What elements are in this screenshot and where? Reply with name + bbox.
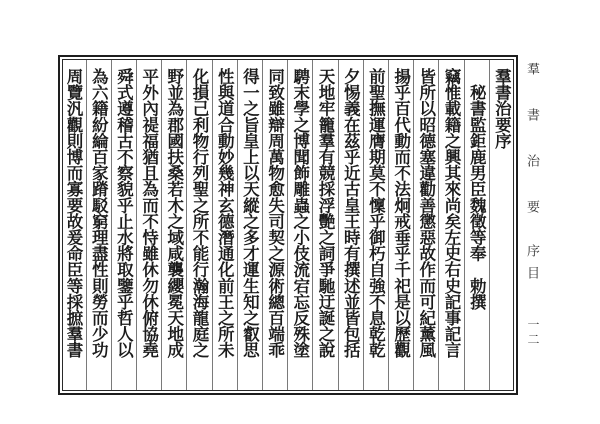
text-column: 平外內禔福猶且為而不恃雖休勿休俯協堯 [139,68,159,358]
text-column: 同致雖辯周萬物愈失司契之源術總百端乖 [265,68,285,358]
text-column: 為六籍紛綸百家蹐駁窮理盡性則勞而少功 [89,68,109,358]
text-column: 竊惟載籍之興其來尚矣左史右史記事記言 [442,68,461,358]
margin-title: 羣 書 治 要 序目 [524,62,539,288]
text-column: 周覽汎觀則博而寡要故爰命臣等採摭羣書 [64,68,83,358]
text-column: 前聖撫運膺期莫不懍乎御朽自強不息乾乾 [366,68,386,358]
page-number: 一二 [526,318,540,348]
text-column: 夕惕義在茲乎近古皇王時有撰述並皆包括 [341,68,361,358]
text-column: 化損己利物行列聖之所不能行瀚海龍庭之 [190,68,209,358]
text-column: 揚乎百代動而不法炯戒垂乎千祀是以歷觀 [391,68,411,358]
text-column: 性與道合動妙幾神玄德潛通化前王之所未 [215,68,235,358]
text-column: 皆所以昭德塞違勸善懲惡故作而可紀薰風 [416,68,436,358]
preface-title: 羣書治要序 [492,68,512,149]
text-column: 野並為郡國扶桑若木之域咸襲纓冕天地成 [164,68,184,358]
text-column: 得一之旨皇上以天縱之多才運生知之叡思 [240,68,260,358]
text-column: 秘書監鉅鹿男臣魏徵等奉 勅撰 [467,68,487,310]
text-column: 騁末學之博聞飾雕蟲之小伎流宕忘反殊塗 [290,68,310,358]
text-column: 天地牢籠羣有競採浮艷之詞爭馳迂誕之說 [316,68,335,358]
text-column: 舜式遵稽古不察貌乎止水將取鑒乎哲人以 [114,68,134,358]
